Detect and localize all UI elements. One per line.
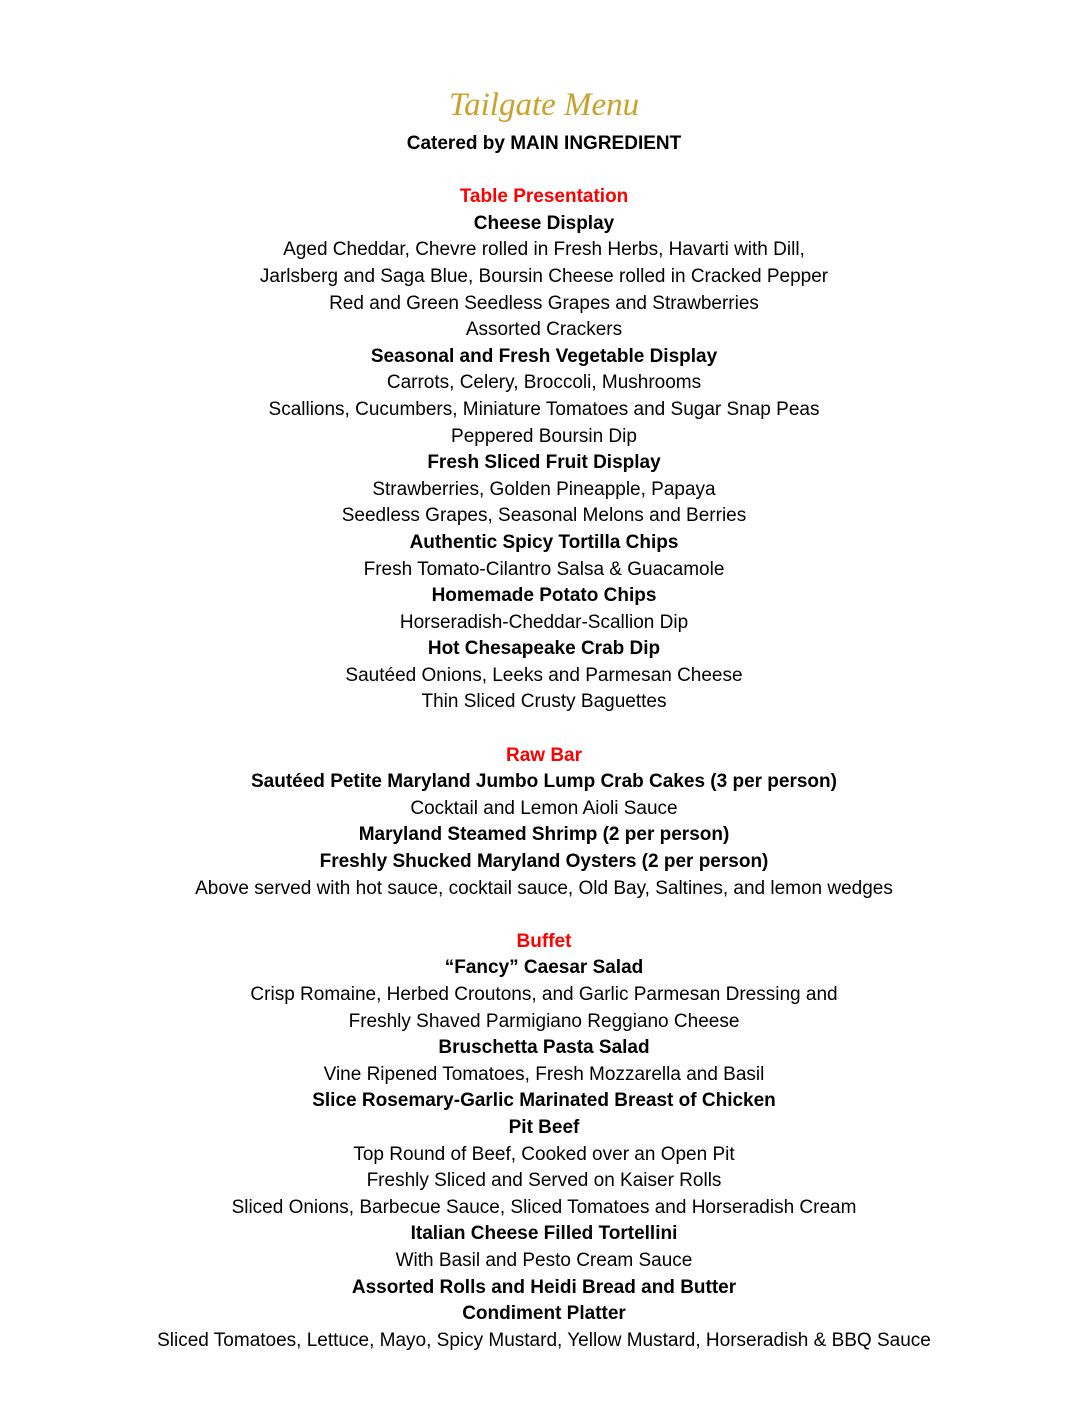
menu-item-description: Cocktail and Lemon Aioli Sauce <box>410 797 678 819</box>
menu-item-description: Sliced Onions, Barbecue Sauce, Sliced Tomatoes and Horseradish Cream <box>231 1196 857 1218</box>
menu-item-description: Sautéed Onions, Leeks and Parmesan Cheese <box>345 664 743 686</box>
menu-item-description: Above served with hot sauce, cocktail sauce, Old Bay, Saltines, and lemon wedges <box>195 877 893 899</box>
menu-item-name: “Fancy” Caesar Salad <box>444 957 644 979</box>
section-heading: Buffet <box>516 930 572 952</box>
menu-item-name: Fresh Sliced Fruit Display <box>427 452 661 474</box>
menu-section <box>0 184 1088 716</box>
menu-item-name: Italian Cheese Filled Tortellini <box>410 1223 678 1245</box>
menu-item-description: Peppered Boursin Dip <box>451 425 637 447</box>
menu-item-name: Hot Chesapeake Crab Dip <box>427 638 661 660</box>
menu-item-name: Slice Rosemary-Garlic Marinated Breast of Chicken <box>312 1090 776 1112</box>
menu-item-name: Bruschetta Pasta Salad <box>438 1037 650 1059</box>
menu-item-description: Vine Ripened Tomatoes, Fresh Mozzarella and Basil <box>323 1063 765 1085</box>
menu-section <box>0 743 1088 903</box>
menu-item-description: Assorted Crackers <box>465 319 623 341</box>
menu-item-name: Cheese Display <box>473 212 615 234</box>
menu-item-description: Strawberries, Golden Pineapple, Papaya <box>372 478 716 500</box>
menu-item-description: Sliced Tomatoes, Lettuce, Mayo, Spicy Mustard, Yellow Mustard, Horseradish & BBQ Sauce <box>157 1329 931 1351</box>
menu-item-description: With Basil and Pesto Cream Sauce <box>395 1249 693 1271</box>
section-heading: Table Presentation <box>459 186 629 208</box>
menu-item-description: Horseradish-Cheddar-Scallion Dip <box>399 611 689 633</box>
menu-sections <box>0 184 1088 1354</box>
section-heading: Raw Bar <box>505 744 583 766</box>
menu-item-name: Seasonal and Fresh Vegetable Display <box>370 345 718 367</box>
menu-item-name: Sautéed Petite Maryland Jumbo Lump Crab Cakes (3 per person) <box>251 771 837 793</box>
menu-item-description: Scallions, Cucumbers, Miniature Tomatoes and Sugar Snap Peas <box>268 398 820 420</box>
menu-item-name: Homemade Potato Chips <box>431 585 657 607</box>
menu-item-name: Maryland Steamed Shrimp (2 per person) <box>358 824 730 846</box>
menu-item-description: Red and Green Seedless Grapes and Strawberries <box>329 292 759 314</box>
menu-item-description: Top Round of Beef, Cooked over an Open Pit <box>353 1143 735 1165</box>
menu-item-description: Aged Cheddar, Chevre rolled in Fresh Herbs, Havarti with Dill, <box>283 239 805 261</box>
menu-item-description: Seedless Grapes, Seasonal Melons and Berries <box>341 505 747 527</box>
menu-item-description: Fresh Tomato-Cilantro Salsa & Guacamole <box>363 558 725 580</box>
menu-item-name: Pit Beef <box>508 1116 580 1138</box>
menu-item-description: Carrots, Celery, Broccoli, Mushrooms <box>386 372 702 394</box>
menu-item-name: Freshly Shucked Maryland Oysters (2 per person) <box>319 851 769 873</box>
menu-section <box>0 929 1088 1355</box>
menu-item-name: Authentic Spicy Tortilla Chips <box>409 531 679 553</box>
menu-title: Tailgate Menu <box>448 87 640 123</box>
menu-item-name: Assorted Rolls and Heidi Bread and Butter <box>351 1276 737 1298</box>
menu-item-description: Thin Sliced Crusty Baguettes <box>421 691 667 713</box>
menu-item-description: Freshly Shaved Parmigiano Reggiano Cheese <box>348 1010 740 1032</box>
menu-item-description: Jarlsberg and Saga Blue, Boursin Cheese rolled in Cracked Pepper <box>259 265 829 287</box>
menu-subtitle: Catered by MAIN INGREDIENT <box>406 133 682 154</box>
menu-item-name: Condiment Platter <box>462 1303 626 1325</box>
menu-item-description: Crisp Romaine, Herbed Croutons, and Garlic Parmesan Dressing and <box>250 984 838 1005</box>
menu-item-description: Freshly Sliced and Served on Kaiser Rolls <box>366 1170 722 1192</box>
